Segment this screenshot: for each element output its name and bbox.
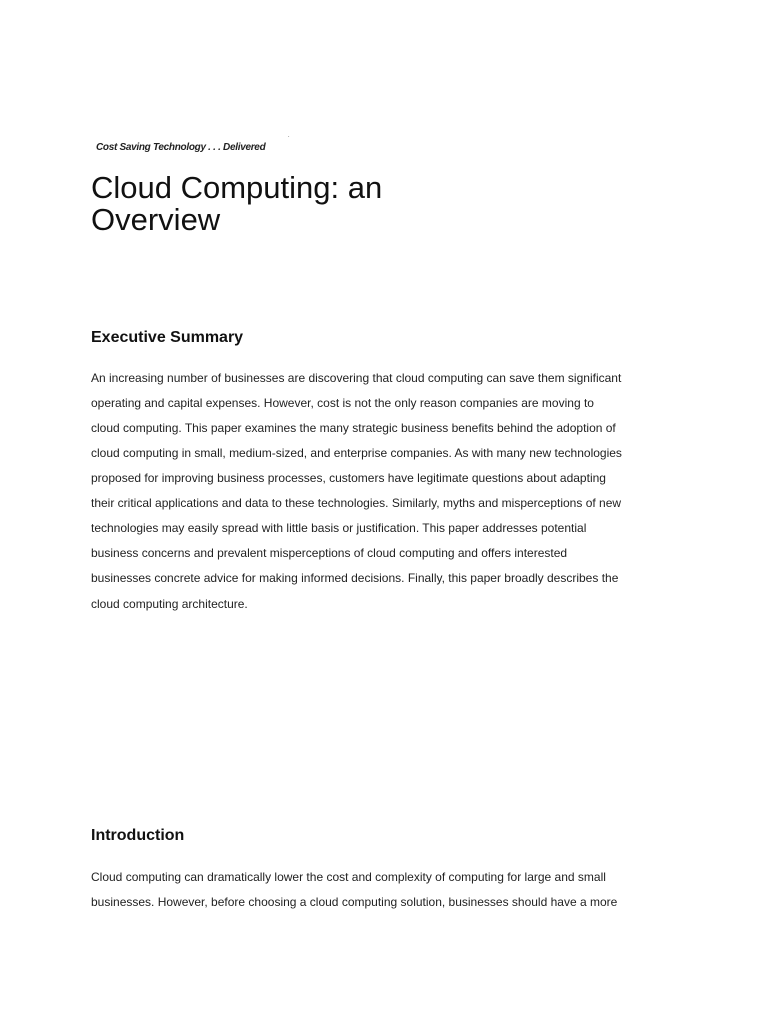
executive-summary-line: cloud computing. This paper examines the many strategic business benefits behind the adoption of xyxy=(91,421,616,435)
introduction-heading: Introduction xyxy=(91,827,185,844)
introduction-line: businesses. However, before choosing a cloud computing solution, businesses should have a more xyxy=(91,895,618,909)
executive-summary-line: technologies may easily spread with little basis or justification. This paper addresses potential xyxy=(91,521,587,535)
executive-summary-line: business concerns and prevalent misperceptions of cloud computing and offers interested xyxy=(91,546,568,560)
document-title-line-1: Cloud Computing: an xyxy=(91,170,383,205)
company-logo-banner xyxy=(90,136,360,154)
document-title-line-2: Overview xyxy=(91,202,221,237)
executive-summary-heading: Executive Summary xyxy=(91,329,244,346)
executive-summary-line: cloud computing in small, medium-sized, and enterprise companies. As with many new technologies xyxy=(91,446,622,460)
executive-summary-line: proposed for improving business processes, customers have legitimate questions about adapting xyxy=(91,471,606,485)
logo-mark-icon xyxy=(276,136,302,142)
executive-summary-line: operating and capital expenses. However, cost is not the only reason companies are moving to xyxy=(91,396,594,410)
executive-summary-line: An increasing number of businesses are discovering that cloud computing can save them significant xyxy=(91,371,622,385)
document-title xyxy=(91,172,491,236)
executive-summary-line: businesses concrete advice for making informed decisions. Finally, this paper broadly describes the xyxy=(91,571,619,585)
company-tagline: Cost Saving Technology . . . Delivered xyxy=(96,142,266,153)
executive-summary-line: their critical applications and data to these technologies. Similarly, myths and misperceptions of new xyxy=(91,496,622,510)
executive-summary-line: cloud computing architecture. xyxy=(91,597,248,611)
introduction-line: Cloud computing can dramatically lower the cost and complexity of computing for large and small xyxy=(91,870,606,884)
